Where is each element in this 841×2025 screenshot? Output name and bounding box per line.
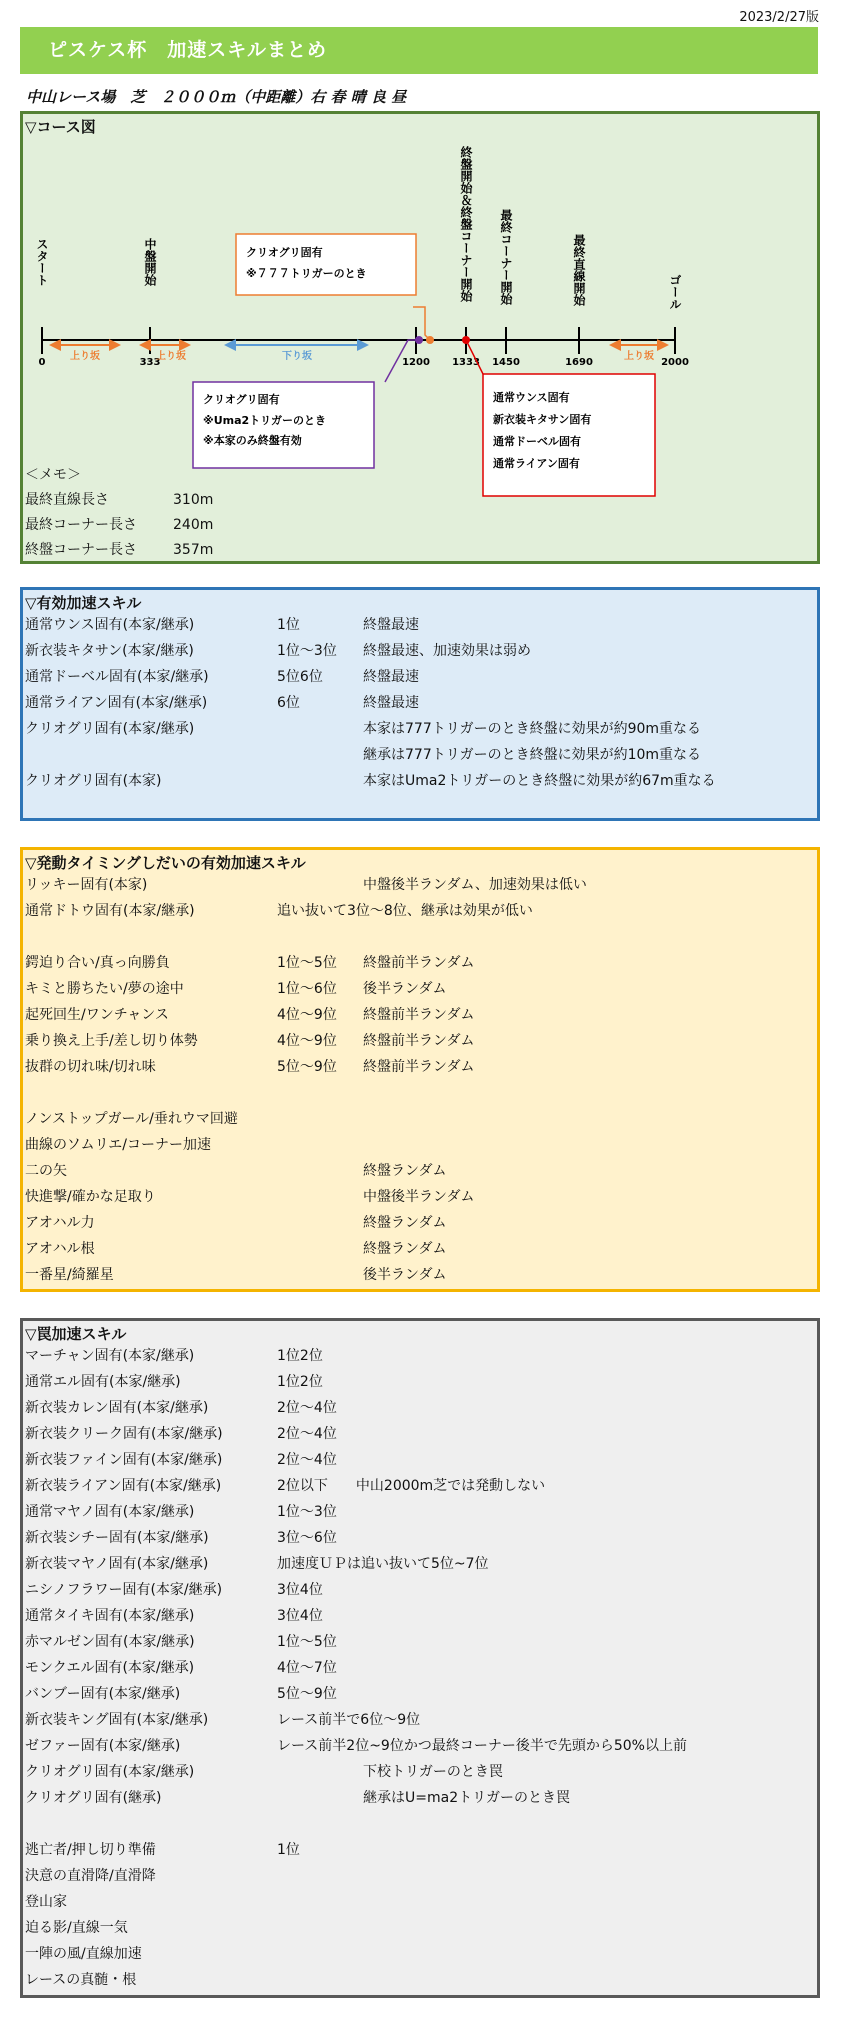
- memo-title: ＜メモ＞: [25, 467, 81, 483]
- skill-row: [25, 1343, 815, 1369]
- trap-section: [20, 1318, 820, 1998]
- skill-name: 逃亡者/押し切り準備: [25, 1842, 156, 1858]
- skill-name: 通常エル固有(本家/継承): [25, 1374, 181, 1390]
- skill-row: [25, 742, 815, 768]
- marker-last-corner: 最終コーナー開始: [499, 209, 513, 305]
- skill-row: [25, 612, 815, 638]
- memo-value: 357m: [173, 542, 214, 558]
- dist-333: 333: [139, 357, 161, 368]
- skill-row: [25, 1811, 815, 1837]
- callout-red-line2: 新衣装キタサン固有: [493, 413, 592, 426]
- skill-name: 新衣装ライアン固有(本家/継承): [25, 1478, 222, 1494]
- timing-heading: ▽発動タイミングしだいの有効加速スキル: [25, 854, 306, 872]
- skill-note: 終盤最速: [363, 669, 419, 685]
- callout-orange-line2: ※７７７トリガーのとき: [246, 267, 367, 280]
- version-date: 2023/2/27版: [739, 10, 819, 25]
- skill-row: [25, 1629, 815, 1655]
- skill-name: 新衣装クリーク固有(本家/継承): [25, 1426, 223, 1442]
- course-section: [20, 111, 820, 564]
- skill-name: 通常マヤノ固有(本家/継承): [25, 1504, 195, 1520]
- skill-condition: 1位～5位: [277, 955, 337, 971]
- skill-row: [25, 976, 815, 1002]
- skill-name: アオハル根: [25, 1241, 95, 1257]
- skill-row: [25, 1915, 815, 1941]
- skill-row: [25, 1707, 815, 1733]
- dist-1200: 1200: [402, 357, 430, 368]
- skill-condition: 1位: [277, 1842, 300, 1858]
- course-diagram: [23, 114, 817, 470]
- skill-row: [25, 1837, 815, 1863]
- skill-name: ニシノフラワー固有(本家/継承): [25, 1582, 223, 1598]
- skill-name: 新衣装ファイン固有(本家/継承): [25, 1452, 223, 1468]
- skill-row: [25, 1681, 815, 1707]
- marker-final-corner: 終盤開始＆終盤コーナー開始: [459, 146, 473, 302]
- trap-heading: ▽罠加速スキル: [25, 1325, 127, 1343]
- skill-condition: 5位6位: [277, 669, 323, 685]
- skill-name: 一陣の風/直線加速: [25, 1946, 142, 1962]
- skill-condition: 3位4位: [277, 1582, 323, 1598]
- skill-row: [25, 1210, 815, 1236]
- dist-2000: 2000: [661, 357, 689, 368]
- skill-name: クリオグリ固有(本家/継承): [25, 1764, 195, 1780]
- skill-condition: 1位～5位: [277, 1634, 337, 1650]
- skill-name: バンブー固有(本家/継承): [25, 1686, 181, 1702]
- skill-name: 鍔迫り合い/真っ向勝負: [25, 955, 170, 971]
- skill-row: [25, 1473, 815, 1499]
- skill-name: 乗り換え上手/差し切り体勢: [25, 1033, 198, 1049]
- skill-row: [25, 1106, 815, 1132]
- marker-last-straight: 最終直線開始: [572, 234, 586, 306]
- memo-row: [25, 538, 214, 563]
- skill-row: [25, 1158, 815, 1184]
- purple-dot: [415, 336, 423, 344]
- skill-note: 後半ランダム: [363, 981, 447, 997]
- skill-row: [25, 690, 815, 716]
- course-heading: ▽コース図: [25, 118, 96, 136]
- skill-name: ノンストップガール/垂れウマ回避: [25, 1111, 238, 1127]
- skill-condition: 2位以下 中山2000m芝では発動しない: [277, 1478, 546, 1494]
- skill-row: [25, 1941, 815, 1967]
- callout-red-line4: 通常ライアン固有: [493, 457, 580, 470]
- skill-row: [25, 1785, 815, 1811]
- skill-condition: 1位～3位: [277, 1504, 337, 1520]
- skill-row: [25, 898, 815, 924]
- skill-condition: 加速度ＵＰは追い抜いて5位~7位: [277, 1556, 489, 1572]
- skill-note: 継承は777トリガーのとき終盤に効果が約10m重なる: [363, 747, 702, 763]
- skill-row: [25, 1499, 815, 1525]
- skill-row: [25, 1655, 815, 1681]
- dist-1333: 1333: [452, 357, 480, 368]
- skill-name: レースの真髄・根: [25, 1972, 137, 1988]
- skill-condition: 2位～4位: [277, 1400, 337, 1416]
- skill-condition: 6位: [277, 695, 300, 711]
- skill-row: [25, 1132, 815, 1158]
- skill-condition: 4位～7位: [277, 1660, 337, 1676]
- slope-up3: 上り坂: [624, 351, 654, 362]
- skill-condition: 4位～9位: [277, 1007, 337, 1023]
- callout-purple-line2: ※Uma2トリガーのとき: [203, 414, 327, 427]
- skill-name: キミと勝ちたい/夢の途中: [25, 981, 184, 997]
- skill-row: [25, 1967, 815, 1993]
- skill-name: 新衣装マヤノ固有(本家/継承): [25, 1556, 209, 1572]
- skill-condition: 3位4位: [277, 1608, 323, 1624]
- skill-note: 後半ランダム: [363, 1267, 447, 1283]
- skill-row: [25, 1421, 815, 1447]
- skill-row: [25, 950, 815, 976]
- skill-name: 新衣装キタサン(本家/継承): [25, 643, 194, 659]
- skill-row: [25, 1525, 815, 1551]
- skill-condition: レース前半2位~9位かつ最終コーナー後半で先頭から50%以上前: [277, 1738, 687, 1754]
- effective-heading: ▽有効加速スキル: [25, 594, 142, 612]
- timing-section: [20, 847, 820, 1292]
- skill-row: [25, 1603, 815, 1629]
- skill-note: 終盤前半ランダム: [363, 1033, 475, 1049]
- skill-name: 通常ウンス固有(本家/継承): [25, 617, 195, 633]
- skill-note: 下校トリガーのとき罠: [363, 1764, 503, 1780]
- skill-row: [25, 1551, 815, 1577]
- callout-red-line3: 通常ドーベル固有: [493, 435, 581, 448]
- skill-row: [25, 1262, 815, 1288]
- callout-red-line1: 通常ウンス固有: [493, 391, 570, 404]
- skill-row: [25, 924, 815, 950]
- dist-1690: 1690: [565, 357, 593, 368]
- skill-note: 終盤最速: [363, 617, 419, 633]
- marker-goal: ゴール: [668, 274, 682, 310]
- skill-name: 決意の直滑降/直滑降: [25, 1868, 156, 1884]
- skill-condition: 1位: [277, 617, 300, 633]
- skill-condition: 2位～4位: [277, 1452, 337, 1468]
- memo-label: 最終コーナー長さ: [25, 517, 137, 533]
- skill-note: 終盤最速: [363, 695, 419, 711]
- red-dot: [462, 336, 470, 344]
- effective-section: [20, 587, 820, 821]
- callout-orange-box: [236, 234, 416, 295]
- skill-condition: 1位～3位: [277, 643, 337, 659]
- skill-condition: 追い抜いて3位～8位、継承は効果が低い: [277, 903, 533, 919]
- skill-row: [25, 1028, 815, 1054]
- skill-name: 二の矢: [25, 1163, 67, 1179]
- skill-name: 赤マルゼン固有(本家/継承): [25, 1634, 195, 1650]
- skill-row: [25, 1863, 815, 1889]
- skill-row: [25, 1733, 815, 1759]
- skill-name: 登山家: [25, 1894, 67, 1910]
- skill-name: 通常ドーベル固有(本家/継承): [25, 669, 209, 685]
- skill-condition: 1位2位: [277, 1374, 323, 1390]
- skill-note: 中盤後半ランダム、加速効果は低い: [363, 877, 587, 893]
- dist-0: 0: [38, 357, 46, 368]
- skill-note: 終盤前半ランダム: [363, 955, 475, 971]
- skill-row: [25, 872, 815, 898]
- skill-name: 抜群の切れ味/切れ味: [25, 1059, 156, 1075]
- skill-condition: 5位～9位: [277, 1059, 337, 1075]
- skill-condition: 3位～6位: [277, 1530, 337, 1546]
- skill-row: [25, 1369, 815, 1395]
- skill-row: [25, 1184, 815, 1210]
- skill-row: [25, 1889, 815, 1915]
- skill-name: リッキー固有(本家): [25, 877, 148, 893]
- orange-dot: [426, 336, 434, 344]
- skill-name: 新衣装シチー固有(本家/継承): [25, 1530, 209, 1546]
- skill-name: 通常タイキ固有(本家/継承): [25, 1608, 195, 1624]
- skill-row: [25, 716, 815, 742]
- skill-note: 終盤ランダム: [363, 1241, 447, 1257]
- skill-name: マーチャン固有(本家/継承): [25, 1348, 195, 1364]
- skill-condition: 1位2位: [277, 1348, 323, 1364]
- callout-orange-line1: クリオグリ固有: [246, 246, 323, 259]
- skill-name: 通常ドトウ固有(本家/継承): [25, 903, 195, 919]
- skill-row: [25, 1002, 815, 1028]
- skill-row: [25, 664, 815, 690]
- memo-label: 終盤コーナー長さ: [25, 542, 137, 558]
- skill-note: 中盤後半ランダム: [363, 1189, 475, 1205]
- skill-name: アオハル力: [25, 1215, 95, 1231]
- skill-name: 迫る影/直線一気: [25, 1920, 128, 1936]
- skill-note: 本家は777トリガーのとき終盤に効果が約90m重なる: [363, 721, 702, 737]
- skill-name: 通常ライアン固有(本家/継承): [25, 695, 208, 711]
- skill-note: 終盤ランダム: [363, 1163, 447, 1179]
- skill-note: 終盤前半ランダム: [363, 1059, 475, 1075]
- skill-note: 本家はUma2トリガーのとき終盤に効果が約67m重なる: [363, 773, 716, 789]
- dist-1450: 1450: [492, 357, 520, 368]
- skill-row: [25, 768, 815, 794]
- page-title: ピスケス杯 加速スキルまとめ: [20, 27, 818, 74]
- skill-name: 新衣装キング固有(本家/継承): [25, 1712, 209, 1728]
- skill-row: [25, 1577, 815, 1603]
- skill-name: 起死回生/ワンチャンス: [25, 1007, 169, 1023]
- marker-mid: 中盤開始: [143, 238, 157, 286]
- skill-condition: レース前半で6位～9位: [277, 1712, 421, 1728]
- skill-note: 終盤前半ランダム: [363, 1007, 475, 1023]
- skill-note: 終盤ランダム: [363, 1215, 447, 1231]
- marker-start: スタート: [35, 238, 49, 286]
- memo-value: 310m: [173, 492, 214, 508]
- skill-condition: 1位～6位: [277, 981, 337, 997]
- skill-row: [25, 1054, 815, 1080]
- memo-row: [25, 488, 214, 513]
- skill-name: クリオグリ固有(本家): [25, 773, 162, 789]
- skill-row: [25, 1759, 815, 1785]
- skill-row: [25, 1236, 815, 1262]
- memo-value: 240m: [173, 517, 214, 533]
- callout-purple-line1: クリオグリ固有: [203, 393, 280, 406]
- skill-condition: 5位～9位: [277, 1686, 337, 1702]
- skill-name: クリオグリ固有(継承): [25, 1790, 162, 1806]
- skill-row: [25, 1447, 815, 1473]
- skill-row: [25, 638, 815, 664]
- skill-name: ゼファー固有(本家/継承): [25, 1738, 181, 1754]
- skill-name: 新衣装カレン固有(本家/継承): [25, 1400, 209, 1416]
- slope-up2: 上り坂: [156, 351, 186, 362]
- slope-down: 下り坂: [282, 351, 312, 362]
- skill-name: 快進撃/確かな足取り: [25, 1189, 156, 1205]
- skill-condition: 4位～9位: [277, 1033, 337, 1049]
- skill-note: 終盤最速、加速効果は弱め: [363, 643, 531, 659]
- skill-name: クリオグリ固有(本家/継承): [25, 721, 195, 737]
- skill-name: モンクエル固有(本家/継承): [25, 1660, 195, 1676]
- skill-row: [25, 1395, 815, 1421]
- callout-purple-line3: ※本家のみ終盤有効: [203, 434, 302, 447]
- skill-row: [25, 1080, 815, 1106]
- memo-label: 最終直線長さ: [25, 492, 109, 508]
- skill-name: 曲線のソムリエ/コーナー加速: [25, 1137, 212, 1153]
- slope-up1: 上り坂: [70, 351, 100, 362]
- skill-name: 一番星/綺羅星: [25, 1267, 114, 1283]
- course-subtitle: 中山レース場 芝 ２０００ｍ（中距離）右 春 晴 良 昼: [26, 88, 407, 106]
- skill-note: 継承はU=ma2トリガーのとき罠: [363, 1790, 570, 1806]
- skill-condition: 2位～4位: [277, 1426, 337, 1442]
- memo-row: [25, 513, 214, 538]
